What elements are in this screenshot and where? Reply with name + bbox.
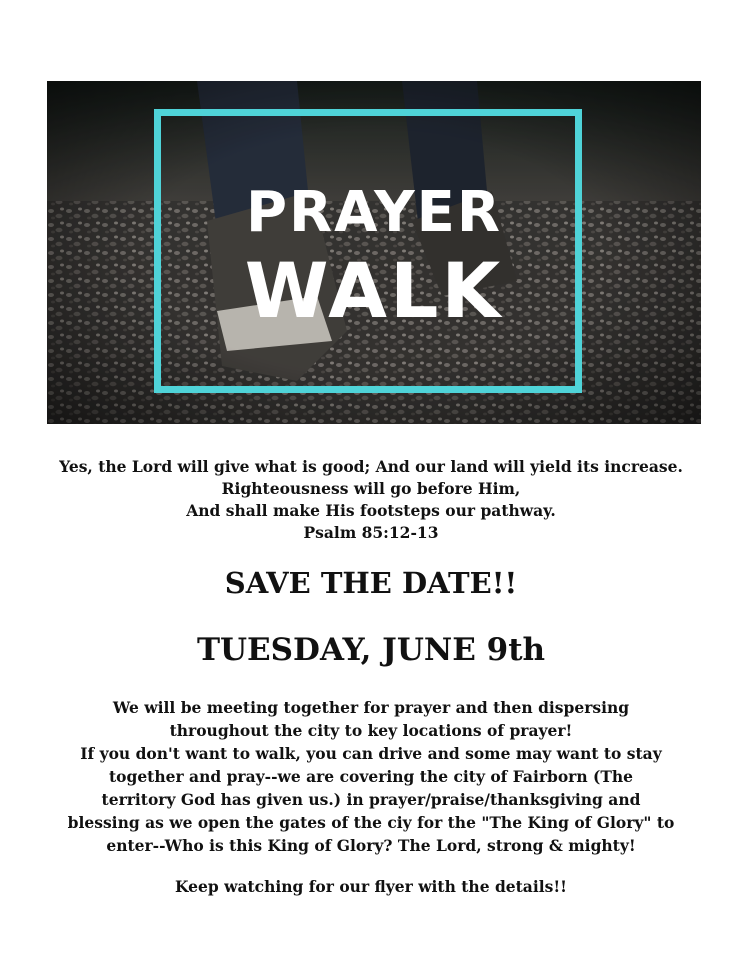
- verse-line: Righteousness will go before Him,: [221, 479, 521, 498]
- description-line: together and pray--we are covering the city of Fairborn (The: [108, 767, 634, 786]
- description-line: territory God has given us.) in prayer/praise/thanksgiving and: [101, 790, 641, 809]
- prayer-walk-banner: [47, 81, 701, 424]
- description-line: throughout the city to key locations of prayer!: [169, 721, 573, 740]
- description-line: If you don't want to walk, you can drive and some may want to stay: [80, 744, 662, 763]
- banner-title-line2: WALK: [244, 246, 504, 335]
- save-the-date-heading: SAVE THE DATE!!: [224, 566, 518, 600]
- closing-note: Keep watching for our flyer with the details!!: [175, 877, 567, 896]
- verse-line: Yes, the Lord will give what is good; And our land will yield its increase.: [59, 457, 683, 476]
- verse-line: And shall make His footsteps our pathway.: [186, 501, 556, 520]
- event-description: [0, 696, 742, 857]
- event-date-heading: TUESDAY, JUNE 9th: [196, 632, 546, 668]
- scripture-verse: [0, 456, 742, 544]
- description-line: We will be meeting together for prayer and then dispersing: [112, 698, 630, 717]
- banner-title-line1: PRAYER: [245, 180, 503, 245]
- description-line: blessing as we open the gates of the ciy for the "The King of Glory" to: [67, 813, 675, 832]
- verse-reference: Psalm 85:12-13: [303, 523, 439, 542]
- description-line: enter--Who is this King of Glory? The Lord, strong & mighty!: [106, 836, 636, 855]
